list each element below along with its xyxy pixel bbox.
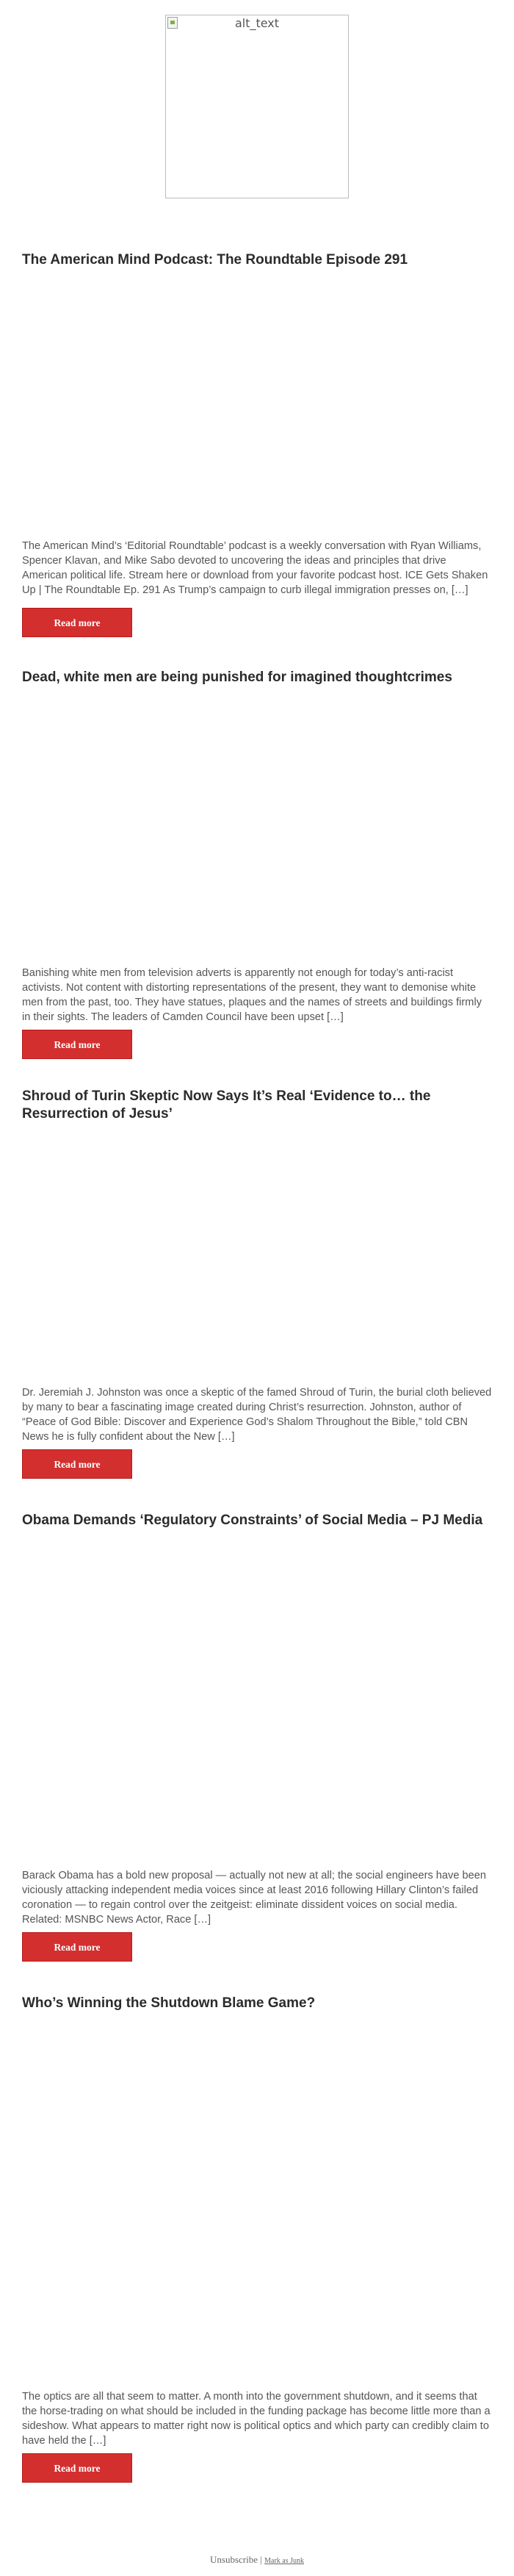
header-image-alt-text: alt_text: [234, 16, 280, 30]
article-excerpt: Dr. Jeremiah J. Johnston was once a skeptic of the famed Shroud of Turin, the burial cloth believed by many to bear a fascinating image created during Christ’s resurrection. Johnston, author of “Peace of God Bible: Discover and Experience God’s Shalom Throughout the Bible,” told CBN News he is fully confident about the New […]: [22, 1387, 492, 1443]
article-card: [0, 669, 514, 1059]
article-excerpt: Barack Obama has a bold new proposal — actually not new at all; the social engineers have been viciously attacking independent media voices since at least 2016 following Hillary Clinton’s failed coronation — to regain control over the zeitgeist: eliminate dissident voices on social media. Related: MSNBC News Actor, Race […]: [22, 1870, 486, 1926]
article-title[interactable]: Shroud of Turin Skeptic Now Says It’s Real ‘Evidence to… the Resurrection of Jesus’: [22, 1088, 431, 1122]
email-page: [0, 15, 514, 2565]
unsubscribe-link[interactable]: Unsubscribe: [210, 2554, 258, 2565]
article-title[interactable]: Obama Demands ‘Regulatory Constraints’ of Social Media – PJ Media: [22, 1513, 483, 1528]
article-excerpt: The optics are all that seem to matter. A month into the government shutdown, and it seems that the horse-trading on what should be included in the funding package has become little more than a sideshow. What appears to matter right now is political optics and which party can credibly claim to have held the […]: [22, 2391, 491, 2447]
article-card: [0, 1512, 514, 1962]
article-media: [22, 1533, 492, 1868]
article-title[interactable]: The American Mind Podcast: The Roundtable Episode 291: [22, 252, 408, 268]
article-media: [22, 689, 492, 966]
read-more-button[interactable]: Read more: [22, 1449, 132, 1479]
article-media: [22, 273, 492, 539]
article-media: [22, 2015, 492, 2389]
article-title[interactable]: Who’s Winning the Shutdown Blame Game?: [22, 1995, 316, 2011]
article-title[interactable]: Dead, white men are being punished for imagined thoughtcrimes: [22, 670, 452, 685]
article-excerpt: The American Mind’s ‘Editorial Roundtable’ podcast is a weekly conversation with Ryan Williams, Spencer Klavan, and Mike Sabo devoted to uncovering the ideas and principles that drive American political life. Stream here or download from your favorite podcast host. ICE Gets Shaken Up | The Roundtable Ep. 291 As Trump’s campaign to curb illegal immigration presses on, […]: [22, 540, 488, 596]
article-card: [0, 1088, 514, 1479]
read-more-button[interactable]: Read more: [22, 608, 132, 637]
header-image-broken: [165, 15, 349, 198]
article-card: [0, 251, 514, 637]
article-card: [0, 1995, 514, 2483]
read-more-button[interactable]: Read more: [22, 1030, 132, 1059]
article-excerpt: Banishing white men from television adverts is apparently not enough for today’s anti-racist activists. Not content with distorting representations of the present, they want to demonise white men from the past, too. They have statues, plaques and the names of streets and buildings firmly in their sights. The leaders of Camden Council have been upset […]: [22, 967, 482, 1023]
read-more-button[interactable]: Read more: [22, 2453, 132, 2483]
mark-as-junk-link[interactable]: Mark as Junk: [264, 2557, 304, 2565]
footer-separator: |: [260, 2554, 262, 2565]
article-media: [22, 1124, 492, 1385]
read-more-button[interactable]: Read more: [22, 1932, 132, 1962]
email-footer: [0, 2554, 514, 2566]
